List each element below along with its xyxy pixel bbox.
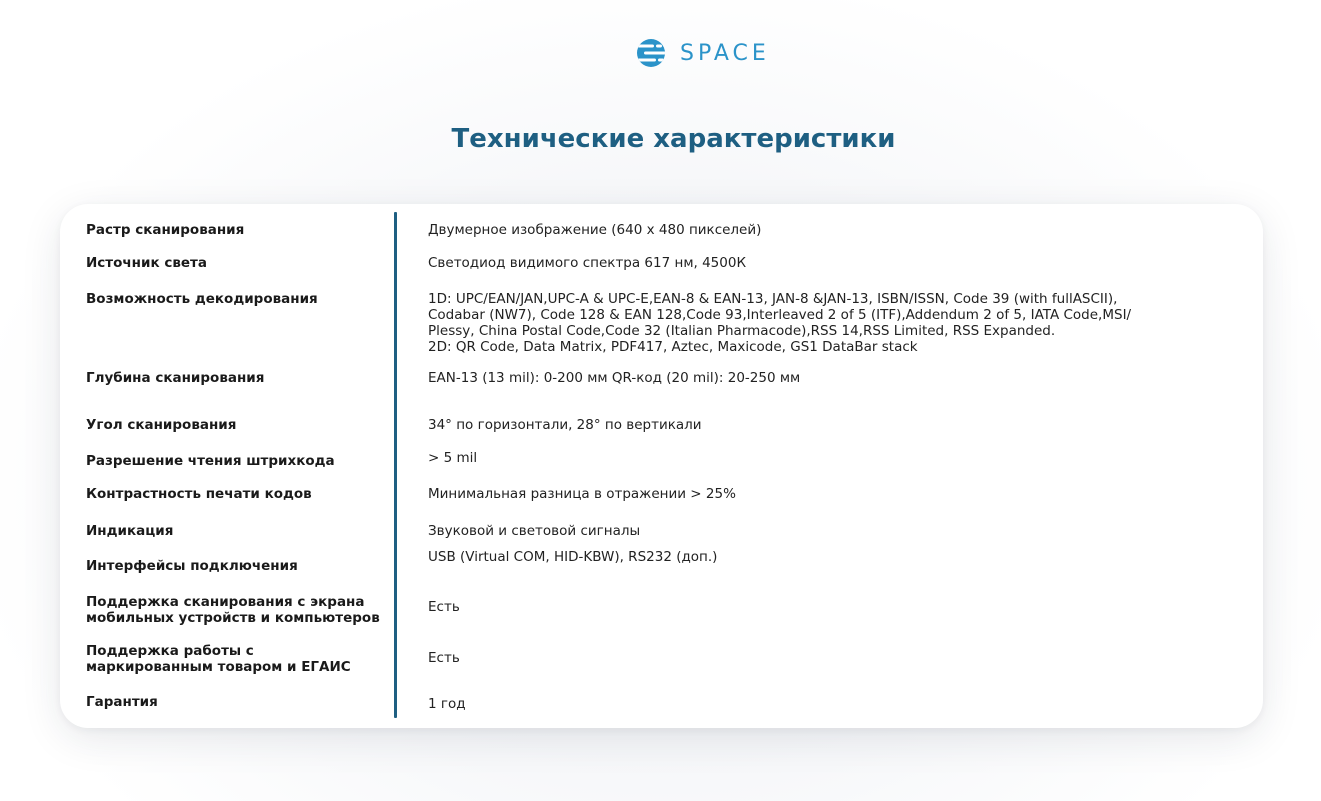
space-logo-icon	[636, 38, 666, 68]
spec-label: Возможность декодирования	[86, 291, 318, 307]
column-divider	[394, 212, 397, 718]
spec-value: 1 год	[428, 696, 466, 712]
spec-value: Звуковой и световой сигналы	[428, 523, 641, 539]
spec-label: Контрастность печати кодов	[86, 486, 312, 502]
spec-label: Разрешение чтения штрихкода	[86, 453, 335, 469]
spec-value: Светодиод видимого спектра 617 нм, 4500К	[428, 255, 747, 271]
spec-label: Источник света	[86, 255, 207, 271]
spec-value: 1D: UPC/EAN/JAN,UPC-A & UPC-E,EAN-8 & EAN-13, JAN-8 &JAN-13, ISBN/ISSN, Code 39 (with fullASCII), Codabar (NW7), Code 128 & EAN 128,Code 93,Interleaved 2 of 5 (ITF),Addendum 2 of 5, IATA Code,MSI/ Plessy, China Postal Code,Code 32 (Italian Pharmacode),RSS 14,RSS Limited, RSS Expanded. 2D: QR Code, Data Matrix, PDF417, Aztec, Maxicode, GS1 DataBar stack	[428, 291, 1132, 355]
spec-label: Гарантия	[86, 694, 158, 710]
brand-logo	[636, 37, 770, 69]
spec-value: Двумерное изображение (640 х 480 пикселей)	[428, 222, 762, 238]
spec-label: Угол сканирования	[86, 417, 237, 433]
spec-value: Есть	[428, 650, 460, 666]
brand-name: SPACE	[680, 40, 770, 66]
page-title: Технические характеристики	[451, 124, 896, 154]
spec-label: Поддержка работы с маркированным товаром и ЕГАИС	[86, 643, 351, 675]
spec-label: Поддержка сканирования с экрана мобильных устройств и компьютеров	[86, 594, 380, 626]
spec-label: Индикация	[86, 523, 174, 539]
spec-value: USB (Virtual COM, HID-KBW), RS232 (доп.)	[428, 549, 718, 565]
spec-value: Есть	[428, 599, 460, 615]
spec-label: Интерфейсы подключения	[86, 558, 298, 574]
spec-value: > 5 mil	[428, 450, 478, 466]
spec-label: Растр сканирования	[86, 222, 245, 238]
spec-value: EAN-13 (13 mil): 0-200 мм QR-код (20 mil): 20-250 мм	[428, 370, 801, 386]
spec-value: 34° по горизонтали, 28° по вертикали	[428, 417, 702, 433]
spec-label: Глубина сканирования	[86, 370, 265, 386]
spec-value: Минимальная разница в отражении > 25%	[428, 486, 736, 502]
